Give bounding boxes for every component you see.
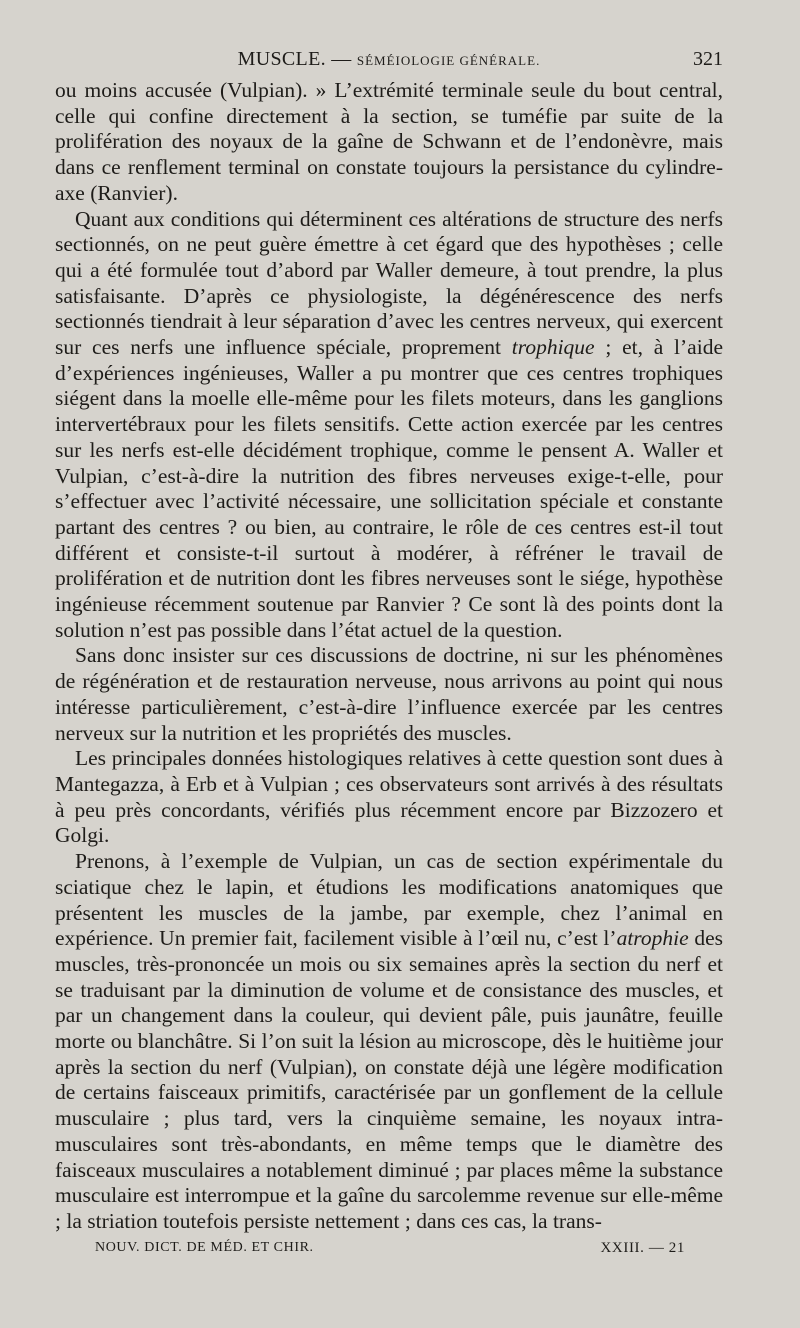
page-footer [95,1240,685,1262]
page-header [55,48,723,74]
paragraph: Les principales données histologiques relatives à cette question sont dues à Mantegazza, à Erb et à Vulpian ; ces observateurs sont arrivés à des résultats à peu près concordants, vérifiés plus récemment encore par Bizzozero et Golgi. [55,746,723,848]
running-head-title: MUSCLE. [237,48,326,70]
footer-source: NOUV. DICT. DE MÉD. ET CHIR. [95,1240,314,1255]
running-head-subtitle: SÉMÉIOLOGIE GÉNÉRALE. [356,53,541,68]
page-number: 321 [693,48,723,70]
paragraph: ou moins accusée (Vulpian). » L’extrémité terminale seule du bout central, celle qui confine directement à la section, se tuméfie par suite de la prolifération des noyaux de la gaîne de Schwann et de l’endonèvre, mais dans ce renflement terminal on constate toujours la persistance du cylindre-axe (Ranvier). [55,78,723,205]
emphasis: trophique [511,335,595,360]
footer-signature: XXIII. — 21 [600,1240,685,1256]
emphasis: atrophie [616,926,689,951]
running-head-dash: — [331,48,352,70]
paragraph: Sans donc insister sur ces discussions de doctrine, ni sur les phénomènes de régénération et de restauration nerveuse, nous arrivons au point qui nous intéresse particulièrement, c’est-à-dire l’influence exercée par les centres nerveux sur la nutrition et les propriétés des muscles. [55,643,723,745]
paragraph: Quant aux conditions qui déterminent ces altérations de structure des nerfs sectionnés, on ne peut guère émettre à cet égard que des hypothèses ; celle qui a été formulée tout d’abord par Waller demeure, à tout prendre, la plus satisfaisante. D’après ce physiologiste, la dégénérescence des nerfs sectionnés tiendrait à leur séparation d’avec les centres nerveux, qui exercent sur ces nerfs une influence spéciale, proprement trophique ; et, à l’aide d’expériences ingénieuses, Waller a pu montrer que ces centres trophiques siégent dans la moelle elle-même pour les filets moteurs, dans les ganglions intervertébraux pour les filets sensitifs. Cette action exercée par les centres sur les nerfs est-elle décidément trophique, comme le pensent A. Waller et Vulpian, c’est-à-dire la nutrition des fibres nerveuses exige-t-elle, pour s’effectuer avec l’activité nécessaire, une sollicitation spéciale et constante partant des centres ? ou bien, au contraire, le rôle de ces centres est-il tout différent et consiste-t-il surtout à modérer, à réfréner le travail de prolifération et de nutrition dont les fibres nerveuses sont le siége, hypothèse ingénieuse récemment soutenue par Ranvier ? Ce sont là des points dont la solution n’est pas possible dans l’état actuel de la question. [55,206,723,642]
paragraph: Prenons, à l’exemple de Vulpian, un cas de section expérimentale du sciatique chez le lapin, et étudions les modifications anatomiques que présentent les muscles de la jambe, par exemple, chez l’animal en expérience. Un premier fait, facilement visible à l’œil nu, c’est l’atrophie des muscles, très-prononcée un mois ou six semaines après la section du nerf et se traduisant par la diminution de volume et de consistance des muscles, et par un changement dans la couleur, qui devient pâle, puis jaunâtre, feuille morte ou blanchâtre. Si l’on suit la lésion au microscope, dès le huitième jour après la section du nerf (Vulpian), on constate déjà une légère modification de certains faisceaux primitifs, caractérisée par un gonflement de la cellule musculaire ; plus tard, vers la cinquième semaine, les noyaux intra-musculaires sont très-abondants, en même temps que le diamètre des faisceaux musculaires a notablement diminué ; par places même la substance musculaire est interrompue et la gaîne du sarcolemme revenue sur elle-même ; la striation toutefois persiste nettement ; dans ces cas, la trans- [55,849,723,1233]
body-text [55,78,723,1235]
running-head [55,48,723,71]
